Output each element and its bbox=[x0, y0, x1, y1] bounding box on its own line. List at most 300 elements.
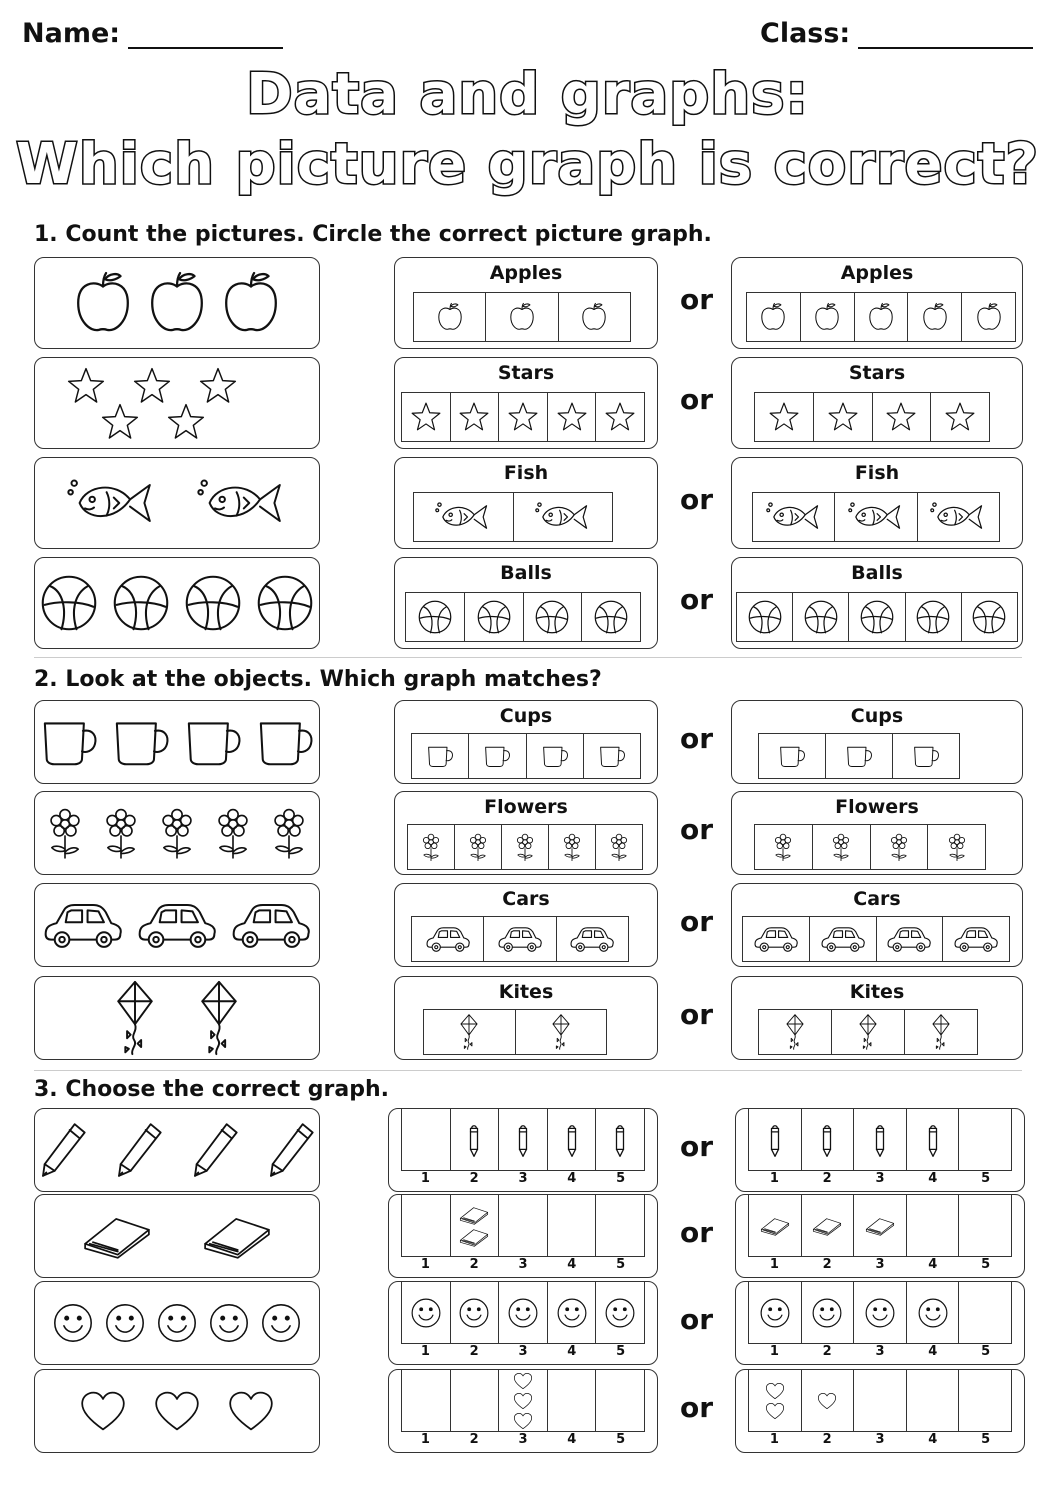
graph-cell bbox=[759, 1010, 832, 1054]
star-icon bbox=[944, 401, 976, 433]
picture-strip bbox=[407, 824, 643, 870]
flower-icon bbox=[887, 830, 911, 864]
graph-cell bbox=[484, 917, 556, 961]
flower-icon bbox=[607, 830, 631, 864]
graph-cell bbox=[455, 825, 502, 869]
graph-cell bbox=[557, 917, 628, 961]
cup-icon bbox=[183, 716, 243, 768]
or-label: or bbox=[680, 813, 714, 846]
graph-cell bbox=[908, 293, 962, 341]
graph-cell bbox=[414, 493, 514, 541]
kite-icon bbox=[857, 1013, 879, 1051]
pencil-up-icon bbox=[873, 1121, 887, 1159]
title-line-2: Which picture graph is correct? bbox=[16, 132, 1039, 197]
or-label: or bbox=[680, 283, 714, 316]
graph-option-left[interactable] bbox=[394, 257, 658, 349]
axis-number: 2 bbox=[469, 1344, 479, 1359]
graph-cell bbox=[402, 1195, 451, 1256]
flower-icon bbox=[513, 830, 537, 864]
pencil-up-icon bbox=[926, 1121, 940, 1159]
graph-option-left[interactable] bbox=[388, 1281, 658, 1365]
axis-number: 1 bbox=[420, 1344, 430, 1359]
graph-cell bbox=[801, 293, 855, 341]
graph-cell bbox=[854, 1282, 907, 1343]
section-3-heading: 3. Choose the correct graph. bbox=[34, 1077, 389, 1102]
axis-number: 3 bbox=[875, 1171, 885, 1186]
class-line[interactable] bbox=[858, 19, 1033, 49]
flower-icon bbox=[99, 801, 143, 865]
axis-numbers bbox=[748, 1344, 1012, 1359]
bar-strip bbox=[748, 1109, 1012, 1171]
graph-cell bbox=[499, 1282, 548, 1343]
graph-cell bbox=[548, 1109, 597, 1170]
star-icon bbox=[827, 401, 859, 433]
heart-icon bbox=[762, 1402, 788, 1420]
graph-cell bbox=[514, 493, 613, 541]
book-icon bbox=[202, 1211, 272, 1261]
axis-number: 3 bbox=[875, 1432, 885, 1447]
objects-box bbox=[34, 257, 320, 349]
smiley-icon bbox=[604, 1297, 636, 1329]
book-icon bbox=[457, 1205, 491, 1225]
objects-box bbox=[34, 976, 320, 1060]
graph-cell bbox=[749, 1370, 802, 1431]
or-label: or bbox=[680, 583, 714, 616]
star-icon bbox=[507, 401, 539, 433]
graph-title: Kites bbox=[849, 981, 905, 1003]
flower-icon bbox=[155, 801, 199, 865]
graph-cell bbox=[451, 1370, 500, 1431]
graph-cell bbox=[402, 393, 451, 441]
graph-cell bbox=[596, 825, 642, 869]
axis-number: 2 bbox=[822, 1171, 832, 1186]
graph-cell bbox=[906, 593, 962, 641]
cup-icon bbox=[483, 742, 511, 770]
smiley-icon bbox=[507, 1297, 539, 1329]
kite-icon bbox=[197, 977, 241, 1059]
axis-number: 4 bbox=[928, 1171, 938, 1186]
heart-icon bbox=[510, 1372, 536, 1390]
cup-icon bbox=[426, 742, 454, 770]
axis-number: 3 bbox=[518, 1257, 528, 1272]
flower-icon bbox=[419, 830, 443, 864]
picture-strip bbox=[411, 733, 641, 779]
ball-icon bbox=[183, 573, 243, 633]
graph-option-left[interactable] bbox=[394, 976, 658, 1060]
graph-cell bbox=[907, 1282, 960, 1343]
objects-group bbox=[35, 1370, 319, 1452]
graph-option-left[interactable] bbox=[388, 1108, 658, 1192]
heart-icon bbox=[814, 1392, 840, 1410]
class-field[interactable] bbox=[760, 18, 1033, 49]
objects-group bbox=[35, 1195, 319, 1277]
graph-option-right[interactable] bbox=[731, 557, 1023, 649]
apple-icon bbox=[72, 268, 134, 338]
divider bbox=[34, 657, 1022, 658]
axis-number: 1 bbox=[769, 1344, 779, 1359]
graph-title: Fish bbox=[854, 462, 900, 484]
graph-cell bbox=[905, 1010, 977, 1054]
or-label: or bbox=[680, 1216, 714, 1249]
graph-option-right[interactable] bbox=[731, 791, 1023, 875]
axis-number: 3 bbox=[875, 1344, 885, 1359]
graph-cell bbox=[402, 1370, 451, 1431]
axis-numbers bbox=[748, 1171, 1012, 1186]
smiley-icon bbox=[104, 1302, 146, 1344]
pencil-icon bbox=[266, 1120, 316, 1180]
graph-cell bbox=[412, 917, 484, 961]
graph-title: Balls bbox=[851, 562, 903, 584]
objects-group bbox=[35, 458, 319, 548]
graph-cell bbox=[486, 293, 558, 341]
flower-icon bbox=[945, 830, 969, 864]
graph-cell bbox=[962, 593, 1017, 641]
graph-cell bbox=[548, 1282, 597, 1343]
bar-strip bbox=[401, 1195, 645, 1257]
flower-icon bbox=[43, 801, 87, 865]
graph-title: Cups bbox=[499, 705, 553, 727]
ball-icon bbox=[476, 599, 512, 635]
graph-cell bbox=[465, 593, 524, 641]
graph-option-right[interactable] bbox=[731, 457, 1023, 549]
axis-number: 4 bbox=[567, 1344, 577, 1359]
objects-box bbox=[34, 557, 320, 649]
smiley-icon bbox=[260, 1302, 302, 1344]
graph-cell bbox=[502, 825, 549, 869]
apple-icon bbox=[975, 300, 1003, 334]
ball-icon bbox=[915, 599, 951, 635]
objects-box bbox=[34, 1108, 320, 1192]
graph-cell bbox=[928, 825, 985, 869]
graph-cell bbox=[854, 1195, 907, 1256]
graph-cell bbox=[451, 393, 500, 441]
picture-strip bbox=[423, 1009, 607, 1055]
axis-numbers bbox=[748, 1432, 1012, 1447]
axis-numbers bbox=[401, 1257, 645, 1272]
graph-option-right[interactable] bbox=[735, 1194, 1025, 1278]
name-field[interactable] bbox=[22, 18, 283, 49]
heart-icon bbox=[510, 1392, 536, 1410]
axis-number: 1 bbox=[420, 1257, 430, 1272]
graph-option-right[interactable] bbox=[735, 1108, 1025, 1192]
car-icon bbox=[753, 924, 799, 954]
graph-cell bbox=[753, 493, 835, 541]
fish-icon bbox=[766, 498, 822, 536]
name-line[interactable] bbox=[128, 19, 283, 49]
axis-number: 3 bbox=[518, 1171, 528, 1186]
axis-number: 4 bbox=[928, 1344, 938, 1359]
graph-cell bbox=[854, 1109, 907, 1170]
axis-number: 1 bbox=[420, 1171, 430, 1186]
picture-strip bbox=[754, 392, 990, 442]
pencil-icon bbox=[114, 1120, 164, 1180]
apple-icon bbox=[146, 268, 208, 338]
graph-cell bbox=[749, 1282, 802, 1343]
flower-icon bbox=[560, 830, 584, 864]
fish-icon bbox=[67, 473, 157, 533]
ball-icon bbox=[111, 573, 171, 633]
cup-icon bbox=[845, 742, 873, 770]
heart-icon bbox=[510, 1412, 536, 1430]
graph-cell bbox=[793, 593, 849, 641]
objects-box bbox=[34, 700, 320, 784]
axis-number: 1 bbox=[769, 1257, 779, 1272]
smiley-icon bbox=[864, 1297, 896, 1329]
star-icon bbox=[410, 401, 442, 433]
fish-icon bbox=[535, 498, 591, 536]
graph-option-left[interactable] bbox=[394, 457, 658, 549]
car-icon bbox=[425, 924, 471, 954]
axis-number: 5 bbox=[981, 1171, 991, 1186]
book-icon bbox=[863, 1216, 897, 1236]
graph-option-right[interactable] bbox=[735, 1369, 1025, 1453]
axis-number: 4 bbox=[567, 1257, 577, 1272]
graph-cell bbox=[582, 593, 640, 641]
picture-strip bbox=[752, 492, 1000, 542]
graph-cell bbox=[907, 1109, 960, 1170]
pencil-up-icon bbox=[768, 1121, 782, 1159]
bar-strip bbox=[748, 1370, 1012, 1432]
axis-number: 5 bbox=[616, 1344, 626, 1359]
heart-icon bbox=[153, 1389, 201, 1433]
star-icon bbox=[99, 402, 141, 442]
graph-option-right[interactable] bbox=[731, 883, 1023, 967]
graph-cell bbox=[596, 1195, 644, 1256]
graph-cell bbox=[402, 1282, 451, 1343]
graph-cell bbox=[959, 1370, 1011, 1431]
graph-cell bbox=[548, 1195, 597, 1256]
picture-strip bbox=[413, 292, 631, 342]
pencil-up-icon bbox=[565, 1121, 579, 1159]
axis-number: 4 bbox=[567, 1432, 577, 1447]
graph-title: Flowers bbox=[835, 796, 919, 818]
axis-number: 5 bbox=[981, 1257, 991, 1272]
smiley-icon bbox=[556, 1297, 588, 1329]
objects-group bbox=[35, 1282, 319, 1364]
graph-cell bbox=[832, 1010, 905, 1054]
car-icon bbox=[953, 924, 999, 954]
fish-icon bbox=[435, 498, 491, 536]
objects-group bbox=[35, 792, 319, 874]
star-icon bbox=[458, 401, 490, 433]
graph-cell bbox=[813, 825, 871, 869]
graph-cell bbox=[835, 493, 917, 541]
kite-icon bbox=[550, 1013, 572, 1051]
pencil-up-icon bbox=[467, 1121, 481, 1159]
objects-group bbox=[35, 701, 319, 783]
flower-icon bbox=[211, 801, 255, 865]
graph-cell bbox=[802, 1282, 855, 1343]
objects-group bbox=[35, 884, 319, 966]
axis-numbers bbox=[401, 1432, 645, 1447]
ball-icon bbox=[803, 599, 839, 635]
ball-icon bbox=[255, 573, 315, 633]
axis-number: 5 bbox=[616, 1432, 626, 1447]
graph-cell bbox=[871, 825, 929, 869]
graph-option-right[interactable] bbox=[731, 357, 1023, 449]
apple-icon bbox=[759, 300, 787, 334]
graph-title: Cars bbox=[853, 888, 901, 910]
graph-option-left[interactable] bbox=[394, 357, 658, 449]
cup-icon bbox=[541, 742, 569, 770]
or-label: or bbox=[680, 905, 714, 938]
graph-cell bbox=[810, 917, 877, 961]
axis-number: 2 bbox=[822, 1257, 832, 1272]
graph-cell bbox=[527, 734, 584, 778]
section-2-heading: 2. Look at the objects. Which graph matches? bbox=[34, 667, 602, 692]
graph-cell bbox=[802, 1195, 855, 1256]
graph-cell bbox=[548, 393, 597, 441]
axis-number: 4 bbox=[567, 1171, 577, 1186]
pencil-up-icon bbox=[516, 1121, 530, 1159]
section-1-heading: 1. Count the pictures. Circle the correct picture graph. bbox=[34, 222, 712, 247]
graph-option-left[interactable] bbox=[394, 557, 658, 649]
axis-number: 1 bbox=[769, 1171, 779, 1186]
axis-number: 2 bbox=[469, 1432, 479, 1447]
pencil-up-icon bbox=[820, 1121, 834, 1159]
graph-cell bbox=[918, 493, 999, 541]
graph-cell bbox=[499, 1195, 548, 1256]
car-icon bbox=[136, 899, 218, 951]
car-icon bbox=[820, 924, 866, 954]
or-label: or bbox=[680, 722, 714, 755]
cup-icon bbox=[778, 742, 806, 770]
flower-icon bbox=[829, 830, 853, 864]
star-icon bbox=[131, 366, 173, 406]
bar-strip bbox=[401, 1109, 645, 1171]
graph-cell bbox=[412, 734, 469, 778]
graph-cell bbox=[802, 1370, 855, 1431]
smiley-icon bbox=[811, 1297, 843, 1329]
graph-cell bbox=[873, 393, 932, 441]
graph-cell bbox=[759, 734, 826, 778]
apple-icon bbox=[867, 300, 895, 334]
apple-icon bbox=[813, 300, 841, 334]
graph-cell bbox=[814, 393, 873, 441]
heart-icon bbox=[227, 1389, 275, 1433]
graph-cell bbox=[755, 393, 814, 441]
graph-title: Cups bbox=[850, 705, 904, 727]
or-label: or bbox=[680, 483, 714, 516]
graph-option-left[interactable] bbox=[394, 700, 658, 784]
axis-numbers bbox=[748, 1257, 1012, 1272]
fish-icon bbox=[848, 498, 904, 536]
divider bbox=[34, 1070, 1022, 1071]
heart-icon bbox=[79, 1389, 127, 1433]
axis-number: 2 bbox=[469, 1171, 479, 1186]
graph-option-right[interactable] bbox=[731, 257, 1023, 349]
graph-cell bbox=[893, 734, 959, 778]
name-label: Name: bbox=[22, 18, 121, 49]
pencil-up-icon bbox=[613, 1121, 627, 1159]
graph-option-right[interactable] bbox=[731, 976, 1023, 1060]
graph-cell bbox=[854, 1370, 907, 1431]
book-icon bbox=[758, 1216, 792, 1236]
graph-cell bbox=[755, 825, 813, 869]
graph-cell bbox=[943, 917, 1009, 961]
graph-cell bbox=[931, 393, 989, 441]
apple-icon bbox=[508, 300, 536, 334]
cup-icon bbox=[111, 716, 171, 768]
ball-icon bbox=[747, 599, 783, 635]
axis-number: 3 bbox=[518, 1432, 528, 1447]
car-icon bbox=[886, 924, 932, 954]
graph-cell bbox=[408, 825, 455, 869]
graph-title: Fish bbox=[503, 462, 549, 484]
graph-option-left[interactable] bbox=[394, 883, 658, 967]
star-icon bbox=[65, 366, 107, 406]
ball-icon bbox=[593, 599, 629, 635]
picture-strip bbox=[758, 733, 960, 779]
kite-icon bbox=[930, 1013, 952, 1051]
objects-group bbox=[35, 358, 319, 448]
graph-title: Stars bbox=[848, 362, 906, 384]
graph-option-left[interactable] bbox=[394, 791, 658, 875]
graph-cell bbox=[406, 593, 465, 641]
axis-number: 1 bbox=[769, 1432, 779, 1447]
objects-group bbox=[35, 258, 319, 348]
pencil-icon bbox=[38, 1120, 88, 1180]
or-label: or bbox=[680, 1303, 714, 1336]
graph-title: Flowers bbox=[484, 796, 568, 818]
graph-cell bbox=[737, 593, 793, 641]
smiley-icon bbox=[917, 1297, 949, 1329]
picture-strip bbox=[742, 916, 1010, 962]
graph-cell bbox=[499, 1109, 548, 1170]
graph-cell bbox=[596, 1282, 644, 1343]
axis-number: 5 bbox=[981, 1432, 991, 1447]
graph-cell bbox=[451, 1282, 500, 1343]
graph-cell bbox=[524, 593, 583, 641]
smiley-icon bbox=[208, 1302, 250, 1344]
picture-strip bbox=[405, 592, 641, 642]
graph-option-left[interactable] bbox=[388, 1369, 658, 1453]
ball-icon bbox=[39, 573, 99, 633]
kite-icon bbox=[113, 977, 157, 1059]
ball-icon bbox=[534, 599, 570, 635]
graph-cell bbox=[959, 1195, 1011, 1256]
axis-number: 2 bbox=[822, 1344, 832, 1359]
graph-title: Kites bbox=[498, 981, 554, 1003]
graph-cell bbox=[959, 1282, 1011, 1343]
picture-strip bbox=[746, 292, 1016, 342]
car-icon bbox=[42, 899, 124, 951]
or-label: or bbox=[680, 1391, 714, 1424]
graph-option-right[interactable] bbox=[735, 1281, 1025, 1365]
axis-number: 4 bbox=[928, 1257, 938, 1272]
graph-cell bbox=[414, 293, 486, 341]
graph-option-right[interactable] bbox=[731, 700, 1023, 784]
axis-number: 5 bbox=[616, 1257, 626, 1272]
smiley-icon bbox=[52, 1302, 94, 1344]
axis-number: 2 bbox=[822, 1432, 832, 1447]
graph-option-left[interactable] bbox=[388, 1194, 658, 1278]
ball-icon bbox=[971, 599, 1007, 635]
graph-cell bbox=[749, 1195, 802, 1256]
apple-icon bbox=[921, 300, 949, 334]
bar-strip bbox=[401, 1282, 645, 1344]
graph-cell bbox=[451, 1195, 500, 1256]
graph-cell bbox=[584, 734, 640, 778]
picture-strip bbox=[411, 916, 629, 962]
graph-cell bbox=[499, 393, 548, 441]
smiley-icon bbox=[458, 1297, 490, 1329]
graph-cell bbox=[907, 1370, 960, 1431]
cup-icon bbox=[912, 742, 940, 770]
star-icon bbox=[604, 401, 636, 433]
graph-cell bbox=[907, 1195, 960, 1256]
fish-icon bbox=[197, 473, 287, 533]
